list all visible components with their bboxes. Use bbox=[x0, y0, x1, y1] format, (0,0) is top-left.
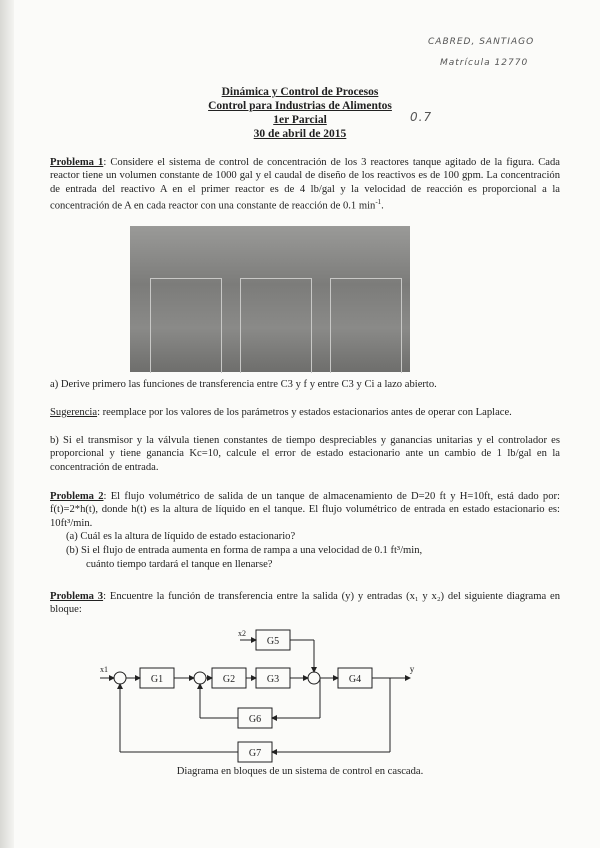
problema1-intro: Problema 1: Considere el sistema de control de concentración de los 3 reactores tanque agitado de la figura. Cada reactor tiene un volumen constante de 1000 gal y el caudal de diseño de los reactivos es de 100 gpm. La concentración de entrada del reactivo A en el primer reactor es de 4 lb/gal y la velocidad de reacción es proporcional a la concentración de A en cada reactor con una constante de reacción de 0.1 $\min^{-1}$. bbox=[50, 157, 560, 212]
student-name: CABRED, SANTIAGO bbox=[428, 37, 535, 47]
block-g3: G3 bbox=[266, 674, 280, 685]
problema1-sugerencia: Sugerencia: reemplace por los valores de los parámetros y estados estacionarios antes de operar con Laplace. bbox=[50, 407, 512, 418]
header-exam: 1er Parcial bbox=[273, 114, 327, 126]
student-matricula: Matrícula 12770 bbox=[440, 58, 529, 68]
problema2-b2: cuánto tiempo tardará el tanque en llenarse? bbox=[86, 559, 273, 570]
block-g5: G5 bbox=[266, 636, 280, 647]
signal-x2: x2 bbox=[238, 629, 246, 638]
problema2-a: (a) Cuál es la altura de líquido de estado estacionario? bbox=[66, 531, 296, 542]
header-date: 30 de abril de 2015 bbox=[253, 128, 347, 140]
diagram-caption: Diagrama en bloques de un sistema de control en cascada. bbox=[176, 766, 424, 777]
block-g7: G7 bbox=[248, 748, 262, 759]
grade-mark: 0.7 bbox=[410, 110, 433, 124]
problema1-b: b) Si el transmisor y la válvula tienen constantes de tiempo despreciables y ganancias unitarias y el controlador es proporcional y tiene ganancia Kc=10, calcule el error de estado estacionario ante un cambio de 1 lb/gal en la concentración de entrada. bbox=[50, 435, 560, 473]
header-subject: Control para Industrias de Alimentos bbox=[208, 100, 392, 112]
signal-x1: x1 bbox=[100, 665, 108, 674]
problema1-a: a) Derive primero las funciones de transferencia entre C3 y f y entre C3 y Ci a lazo abierto. bbox=[50, 379, 437, 390]
block-diagram bbox=[90, 620, 430, 770]
block-g2: G2 bbox=[222, 674, 236, 685]
signal-y: y bbox=[409, 664, 415, 674]
reactor-figure bbox=[130, 226, 410, 372]
block-g4: G4 bbox=[348, 674, 362, 685]
header-course: Dinámica y Control de Procesos bbox=[221, 86, 379, 98]
problema2-intro: Problema 2: El flujo volumétrico de salida de un tanque de almacenamiento de D=20 ft y H=10ft, está dado por: f(t)=2*h(t), donde h(t) es la altura de líquido en el tanque. El flujo volumétrico de entrada en estado estacionario es: 10ft³/min. bbox=[50, 491, 560, 529]
block-g6: G6 bbox=[248, 714, 262, 725]
problema3-intro: Problema 3: Encuentre la función de transferencia entre la salida (y) y entradas (x₁ y x₂) del siguiente diagrama en bloque: bbox=[50, 591, 560, 616]
problema2-b1: (b) Si el flujo de entrada aumenta en forma de rampa a una velocidad de 0.1 ft³/min, bbox=[66, 545, 423, 556]
block-g1: G1 bbox=[150, 674, 164, 685]
